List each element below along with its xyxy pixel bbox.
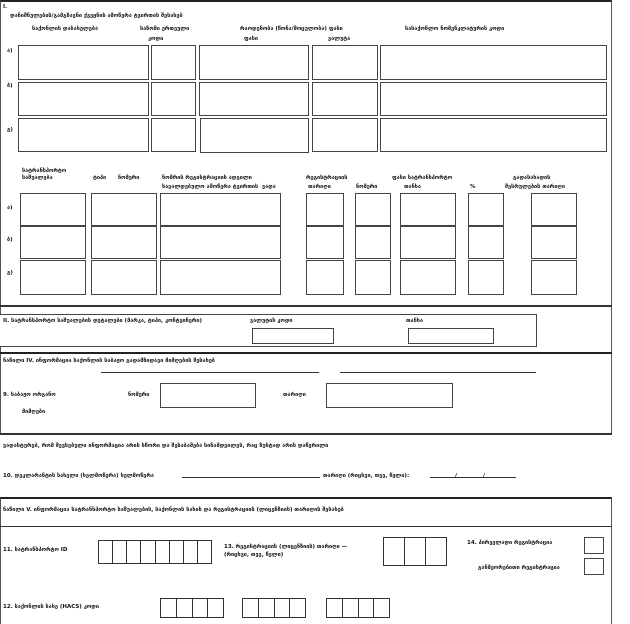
declaration-date-label: თარიღი (რიცხვი, თვე, წელი): <box>323 473 410 479</box>
amount-input[interactable] <box>408 328 494 344</box>
goods-type-code-group[interactable] <box>326 598 390 618</box>
col-header-transport: სატრანსპორტო საშუალება <box>22 168 67 181</box>
transport-id-cell[interactable] <box>156 541 170 563</box>
goods-type-code-cell[interactable] <box>161 599 177 617</box>
recipient-label: მიმღები <box>22 409 46 415</box>
reg-date-field-a[interactable] <box>306 193 344 226</box>
number-field-a[interactable] <box>355 193 391 226</box>
execution-date-field-a[interactable] <box>531 193 577 226</box>
unit-field-a[interactable] <box>151 45 196 80</box>
date-separator: / <box>483 473 486 479</box>
col-header-unit-2: კოდი <box>148 36 164 42</box>
declaration-text: ვადასტურებ, რომ შევსებული ინფორმაცია არის სწორი და შესაბამება სინამდვილეს, რაც ზუსტად არის დაწერილი <box>3 443 329 449</box>
goods-type-code-cell[interactable] <box>327 599 343 617</box>
transport-id-cell[interactable] <box>198 541 211 563</box>
date-separator: / <box>455 473 458 479</box>
goods-type-code-cell[interactable] <box>177 599 193 617</box>
registration-date-label-2: (რიცხვი, თვე, წელი) <box>224 552 284 558</box>
signature-line <box>101 372 319 373</box>
col-header-deadline: ვადა <box>262 184 276 190</box>
goods-type-code-cell[interactable] <box>374 599 389 617</box>
date-line <box>430 477 516 478</box>
goods-type-code-cell[interactable] <box>208 599 223 617</box>
registration-place-field-c[interactable] <box>160 260 281 295</box>
goods-type-code-cell[interactable] <box>259 599 275 617</box>
code-field-c[interactable] <box>380 118 607 152</box>
percent-field-a[interactable] <box>468 193 504 226</box>
section-2-title: II. სატრანსპორტო საშუალების დეტალები (მარკა, ტიპი, კონტეინერი) <box>3 318 202 324</box>
transport-id-cell[interactable] <box>170 541 184 563</box>
col-header-mandatory: სავალდებულო ამოწერა ტვირთის <box>162 184 259 190</box>
row-label-b-2: ბ) <box>7 237 13 243</box>
code-field-b[interactable] <box>380 82 607 116</box>
transport-field-a[interactable] <box>20 193 86 226</box>
goods-type-code-cell[interactable] <box>275 599 291 617</box>
execution-date-field-c[interactable] <box>531 260 577 295</box>
type-field-a[interactable] <box>91 193 157 226</box>
repeat-registration-label: განმეორებითი რეგისტრაცია <box>478 565 560 571</box>
date-input[interactable] <box>326 383 453 408</box>
number-input[interactable] <box>160 383 256 408</box>
col-header-number: ნომერი <box>118 175 140 181</box>
type-field-c[interactable] <box>91 260 157 295</box>
col-header-price-transport: ფასი სატრანსპორტო <box>392 175 453 181</box>
reg-date-field-c[interactable] <box>306 260 344 295</box>
quantity-field-a[interactable] <box>199 45 309 80</box>
registration-place-field-a[interactable] <box>160 193 281 226</box>
col-header-type: ტიპი <box>93 175 107 181</box>
registration-date-cells[interactable] <box>383 537 447 566</box>
registration-date-cell[interactable] <box>426 538 446 565</box>
goods-type-code-cell[interactable] <box>290 599 305 617</box>
transport-id-cell[interactable] <box>184 541 198 563</box>
section-divider <box>0 526 612 527</box>
signature-line <box>340 372 536 373</box>
col-header-quantity: რაოდენობა (წონა/მოცულობა) ფასი <box>240 26 343 32</box>
code-field-a[interactable] <box>380 45 607 80</box>
reg-date-field-b[interactable] <box>306 226 344 259</box>
col-header-date: თარიღი <box>308 184 331 190</box>
transport-id-label: 11. სატრანსპორტო ID <box>3 547 68 553</box>
goods-type-code-cell[interactable] <box>359 599 375 617</box>
col-header-goods: საქონლის დასახელება <box>32 26 98 32</box>
col-header-number-2: ნომერი <box>356 184 378 190</box>
transport-id-cell[interactable] <box>127 541 141 563</box>
row-label-a-2: ა) <box>7 205 13 211</box>
registration-date-cell[interactable] <box>405 538 426 565</box>
transport-id-cell[interactable] <box>99 541 113 563</box>
currency-field-c[interactable] <box>312 118 378 152</box>
amount-field-b[interactable] <box>400 226 456 259</box>
execution-date-field-b[interactable] <box>531 226 577 259</box>
unit-field-b[interactable] <box>151 82 196 116</box>
transport-field-b[interactable] <box>20 226 86 259</box>
currency-field-a[interactable] <box>312 45 378 80</box>
transport-id-cells[interactable] <box>98 540 212 564</box>
goods-type-code-group[interactable] <box>242 598 306 618</box>
signature-label: 10. დეკლარანტის სახელი (ხელმოწერა) ხელმოწერა <box>3 473 154 479</box>
registration-date-cell[interactable] <box>384 538 405 565</box>
goods-type-label: 12. საქონლის სახე (HACS) კოდი <box>3 604 99 610</box>
section-1-number: I. <box>3 4 8 10</box>
transport-id-cell[interactable] <box>141 541 155 563</box>
quantity-field-c[interactable] <box>200 118 309 153</box>
section-divider <box>0 305 612 307</box>
percent-field-b[interactable] <box>468 226 504 259</box>
goods-type-code-cell[interactable] <box>243 599 259 617</box>
col-header-amount: თანხა <box>404 184 421 190</box>
col-header-unit: საზომი ერთეული <box>140 26 190 32</box>
type-field-b[interactable] <box>91 226 157 259</box>
section-divider <box>0 352 612 354</box>
date-label: თარიღი <box>283 392 306 398</box>
col-header-execution-date: შესრულების თარიღი <box>505 184 566 190</box>
primary-registration-label: 14. პირველადი რეგისტრაცია <box>467 540 553 546</box>
col-header-registration: რეგისტრაციის <box>306 175 348 181</box>
goods-name-field-a[interactable] <box>18 45 149 80</box>
amount-field-a[interactable] <box>400 193 456 226</box>
amount-label: თანხა <box>406 318 423 324</box>
number-field-b[interactable] <box>355 226 391 259</box>
section-1-title: დანიშნულების/გამგზავნი ქვეყნის ამოწერა ტვირთის შესახებ <box>10 13 183 19</box>
currency-code-input[interactable] <box>252 328 334 344</box>
number-label: ნომერი <box>128 392 150 398</box>
section-5-title: ნაწილი V. ინფორმაცია სატრანსპორტო საშუალების, საქონლის სახის და რეგისტრაციის (ლიცენზიის) თარიღის შესახებ <box>3 507 344 513</box>
primary-registration-checkbox[interactable] <box>584 537 604 554</box>
transport-field-c[interactable] <box>20 260 86 295</box>
goods-name-field-c[interactable] <box>18 118 149 152</box>
row-label-c-2: გ) <box>7 270 13 276</box>
quantity-field-b[interactable] <box>199 82 309 116</box>
customs-body-label: 9. საბაჟო ორგანო <box>3 392 56 398</box>
amount-field-c[interactable] <box>400 260 456 295</box>
goods-type-code-cell[interactable] <box>193 599 209 617</box>
col-header-code: სასაქონლო ნომენკლატურის კოდი <box>405 26 505 32</box>
row-label-a: ა) <box>7 48 13 54</box>
registration-date-label: 13. რეგისტრაციის (ლიცენზიის) თარიღი — <box>224 544 348 550</box>
col-header-percent: % <box>470 184 476 190</box>
currency-field-b[interactable] <box>312 82 378 116</box>
goods-name-field-b[interactable] <box>18 82 149 116</box>
transport-id-cell[interactable] <box>113 541 127 563</box>
number-field-c[interactable] <box>355 260 391 295</box>
currency-code-label: ვალუტის კოდი <box>250 318 293 324</box>
col-header-registration-place: ნომრის რეგისტრაციის ადგილი <box>162 175 252 181</box>
col-header-currency-2: ვალუტა <box>328 36 351 42</box>
row-label-b: ბ) <box>7 83 13 89</box>
section-4-title: ნაწილი IV. ინფორმაცია საქონლის საბაჟო გადამზიდავი მიმღების შესახებ <box>3 358 215 364</box>
percent-field-c[interactable] <box>468 260 504 295</box>
signature-line <box>182 477 320 478</box>
repeat-registration-checkbox[interactable] <box>584 558 604 575</box>
registration-place-field-b[interactable] <box>160 226 281 259</box>
unit-field-c[interactable] <box>151 118 196 152</box>
col-header-quantity-2: ფასი <box>244 36 258 42</box>
row-label-c: გ) <box>7 127 13 133</box>
col-header-tax: გადასახადის <box>513 175 551 181</box>
goods-type-code-cell[interactable] <box>343 599 359 617</box>
goods-type-code-group[interactable] <box>160 598 224 618</box>
